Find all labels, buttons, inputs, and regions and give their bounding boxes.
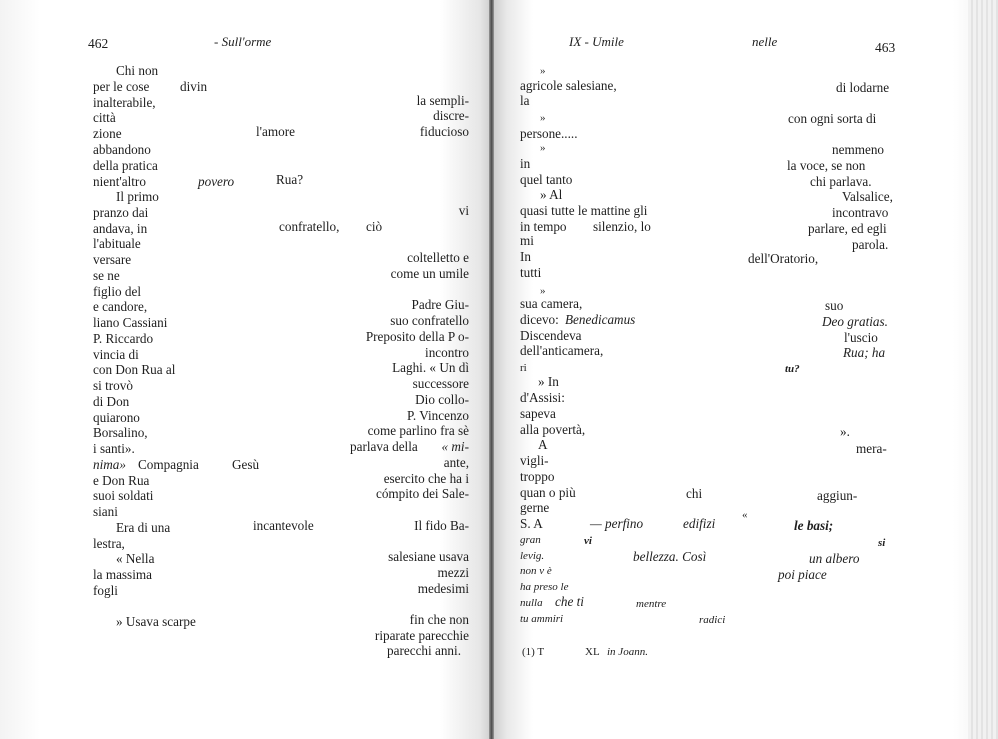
text-line: bellezza. Così: [633, 549, 707, 564]
text-line: Gesù: [232, 457, 260, 472]
text-line: l'amore: [256, 124, 295, 139]
text-line: divin: [180, 79, 208, 94]
text-line: di lodarne: [836, 80, 890, 95]
text-line: Preposito della P o-: [365, 329, 469, 344]
text-line: « Nella: [116, 551, 155, 566]
text-line: medesimi: [417, 581, 469, 596]
text-line: se ne: [93, 268, 120, 283]
text-line: come parlino fra sè: [367, 423, 469, 438]
text-line: mentre: [636, 598, 667, 610]
text-line: gerne: [520, 500, 550, 515]
text-line: la voce, se non: [787, 158, 866, 173]
text-line: Rua?: [276, 172, 304, 187]
text-line: Borsalino,: [93, 425, 148, 440]
text-line: liano Cassiani: [93, 315, 168, 330]
text-line: quasi tutte le mattine gli: [520, 203, 648, 218]
footnote: in Joann.: [607, 646, 648, 658]
text-line: alla povertà,: [520, 422, 586, 437]
text-line: Rua; ha: [843, 345, 886, 360]
text-line: città: [93, 110, 116, 125]
text-line: i santi».: [93, 441, 135, 456]
page-number: 462: [88, 36, 109, 51]
text-line: che ti: [555, 594, 584, 609]
text-line: parlava della: [350, 439, 418, 454]
footnote: XL: [585, 646, 600, 658]
text-line: siani: [93, 504, 118, 519]
text-line: persone.....: [520, 126, 578, 141]
text-line: di Don: [93, 394, 130, 409]
text-line: suo confratello: [390, 313, 469, 328]
text-line: nemmeno: [832, 142, 885, 157]
text-line: abbandono: [93, 142, 151, 157]
text-line: e Don Rua: [93, 473, 150, 488]
text-line: riparate parecchie: [374, 628, 469, 643]
text-line: si: [878, 537, 886, 549]
text-line: » Al: [540, 187, 563, 202]
text-line: incontro: [425, 345, 469, 360]
text-line: chi parlava.: [810, 174, 872, 189]
text-line: con Don Rua al: [93, 362, 176, 377]
text-line: in: [520, 156, 531, 171]
text-line: Deo gratias.: [822, 314, 888, 329]
text-line: sua camera,: [520, 296, 583, 311]
text-line: figlio del: [93, 284, 141, 299]
book-spine-gutter: [489, 0, 494, 739]
text-line: »: [540, 142, 546, 154]
text-line: «: [742, 509, 748, 521]
text-line: la sempli-: [416, 93, 469, 108]
text-line: P. Riccardo: [93, 331, 154, 346]
text-line: ha preso le: [520, 581, 569, 593]
text-line: poi piace: [778, 567, 827, 582]
text-line: radici: [699, 614, 726, 626]
right-page: [493, 0, 998, 739]
text-line: le basi;: [794, 518, 834, 533]
text-line: edifizi: [683, 516, 716, 531]
page-number: 463: [875, 40, 896, 55]
text-line: lestra,: [93, 536, 125, 551]
footnote: (1) T: [522, 646, 545, 658]
text-line: quel tanto: [520, 172, 573, 187]
text-line: Chi non: [116, 63, 159, 78]
text-line: con ogni sorta di: [788, 111, 877, 126]
text-line: Il primo: [116, 189, 159, 204]
text-line: ».: [840, 424, 850, 439]
text-line: dell'Oratorio,: [748, 251, 819, 266]
text-line: gran: [520, 534, 541, 546]
text-line: zione: [93, 126, 122, 141]
text-line: ri: [520, 362, 527, 374]
text-line: incantevole: [253, 518, 314, 533]
text-line: per le cose: [93, 79, 150, 94]
text-line: agricole salesiane,: [520, 78, 617, 93]
text-line: povero: [198, 174, 235, 189]
text-line: — perfino: [590, 516, 644, 531]
text-line: vi: [584, 535, 592, 547]
text-line: levig.: [520, 550, 545, 562]
text-line: l'abituale: [93, 236, 141, 251]
text-line: dell'anticamera,: [520, 343, 604, 358]
text-line: fin che non: [409, 612, 469, 627]
text-line: Valsalice,: [842, 189, 893, 204]
text-line: confratello,: [279, 219, 340, 234]
text-line: chi: [686, 486, 703, 501]
text-line: « mi-: [441, 439, 469, 454]
text-line: nulla: [520, 597, 543, 609]
text-line: vigli-: [520, 453, 549, 468]
text-line: mera-: [856, 441, 887, 456]
text-line: fogli: [93, 583, 118, 598]
text-line: discre-: [433, 108, 469, 123]
text-line: Padre Giu-: [411, 297, 469, 312]
text-line: andava, in: [93, 221, 148, 236]
text-line: l'uscio: [844, 330, 878, 345]
running-head-continuation: nelle: [752, 34, 778, 49]
running-head: IX - Umile: [569, 34, 624, 49]
text-line: In: [520, 249, 531, 264]
text-line: » Usava scarpe: [116, 614, 196, 629]
text-line: P. Vincenzo: [407, 408, 469, 423]
text-line: suoi soldati: [93, 488, 154, 503]
text-line: la: [520, 93, 530, 108]
text-line: nient'altro: [93, 174, 146, 189]
text-line: S. A: [520, 516, 543, 531]
text-line: »: [540, 112, 546, 124]
text-line: un albero: [809, 551, 860, 566]
text-line: e candore,: [93, 299, 148, 314]
text-line: Il fido Ba-: [414, 518, 469, 533]
text-line: mezzi: [437, 565, 469, 580]
text-line: Benedicamus: [565, 312, 636, 327]
text-line: si trovò: [93, 378, 133, 393]
text-line: Dio collo-: [415, 392, 469, 407]
text-line: » In: [538, 374, 559, 389]
text-line: tu ammiri: [520, 613, 564, 625]
text-line: suo: [825, 298, 844, 313]
text-line: Era di una: [116, 520, 171, 535]
text-line: tu?: [785, 363, 800, 375]
text-line: quan o più: [520, 485, 576, 500]
text-line: come un umile: [390, 266, 469, 281]
text-line: troppo: [520, 469, 555, 484]
text-line: quiarono: [93, 410, 140, 425]
text-line: parola.: [852, 237, 889, 252]
text-line: A: [538, 437, 548, 452]
text-line: vincia di: [93, 347, 139, 362]
page-edge-right: [968, 0, 998, 739]
text-line: inalterabile,: [93, 95, 156, 110]
text-line: vi: [458, 203, 469, 218]
left-page: [0, 0, 493, 739]
text-line: successore: [412, 376, 469, 391]
text-line: Discendeva: [520, 328, 582, 343]
text-line: pranzo dai: [93, 205, 149, 220]
text-line: sapeva: [520, 406, 556, 421]
text-line: in tempo: [520, 219, 567, 234]
text-line: coltelletto e: [407, 250, 469, 265]
text-line: incontravo: [832, 205, 889, 220]
text-line: non v è: [520, 565, 552, 577]
text-line: d'Assisi:: [520, 390, 565, 405]
text-line: aggiun-: [817, 488, 858, 503]
text-line: nima»: [93, 457, 126, 472]
text-line: ciò: [366, 219, 383, 234]
text-line: della pratica: [93, 158, 158, 173]
text-line: dicevo:: [520, 312, 559, 327]
text-line: tutti: [520, 265, 542, 280]
text-line: »: [540, 285, 546, 297]
text-line: ante,: [443, 455, 469, 470]
text-line: fiducioso: [419, 124, 469, 139]
text-line: cómpito dei Sale-: [375, 486, 469, 501]
text-line: la massima: [93, 567, 152, 582]
running-head: - Sull'orme: [214, 34, 272, 49]
text-line: Laghi. « Un dì: [392, 360, 469, 375]
text-line: parlare, ed egli: [808, 221, 887, 236]
text-line: Compagnia: [138, 457, 199, 472]
text-line: salesiane usava: [388, 549, 469, 564]
text-line: versare: [93, 252, 132, 267]
text-line: »: [540, 65, 546, 77]
text-line: esercito che ha i: [383, 471, 469, 486]
text-line: mi: [520, 233, 534, 248]
text-line: parecchi anni.: [387, 643, 461, 658]
text-line: silenzio, lo: [593, 219, 651, 234]
